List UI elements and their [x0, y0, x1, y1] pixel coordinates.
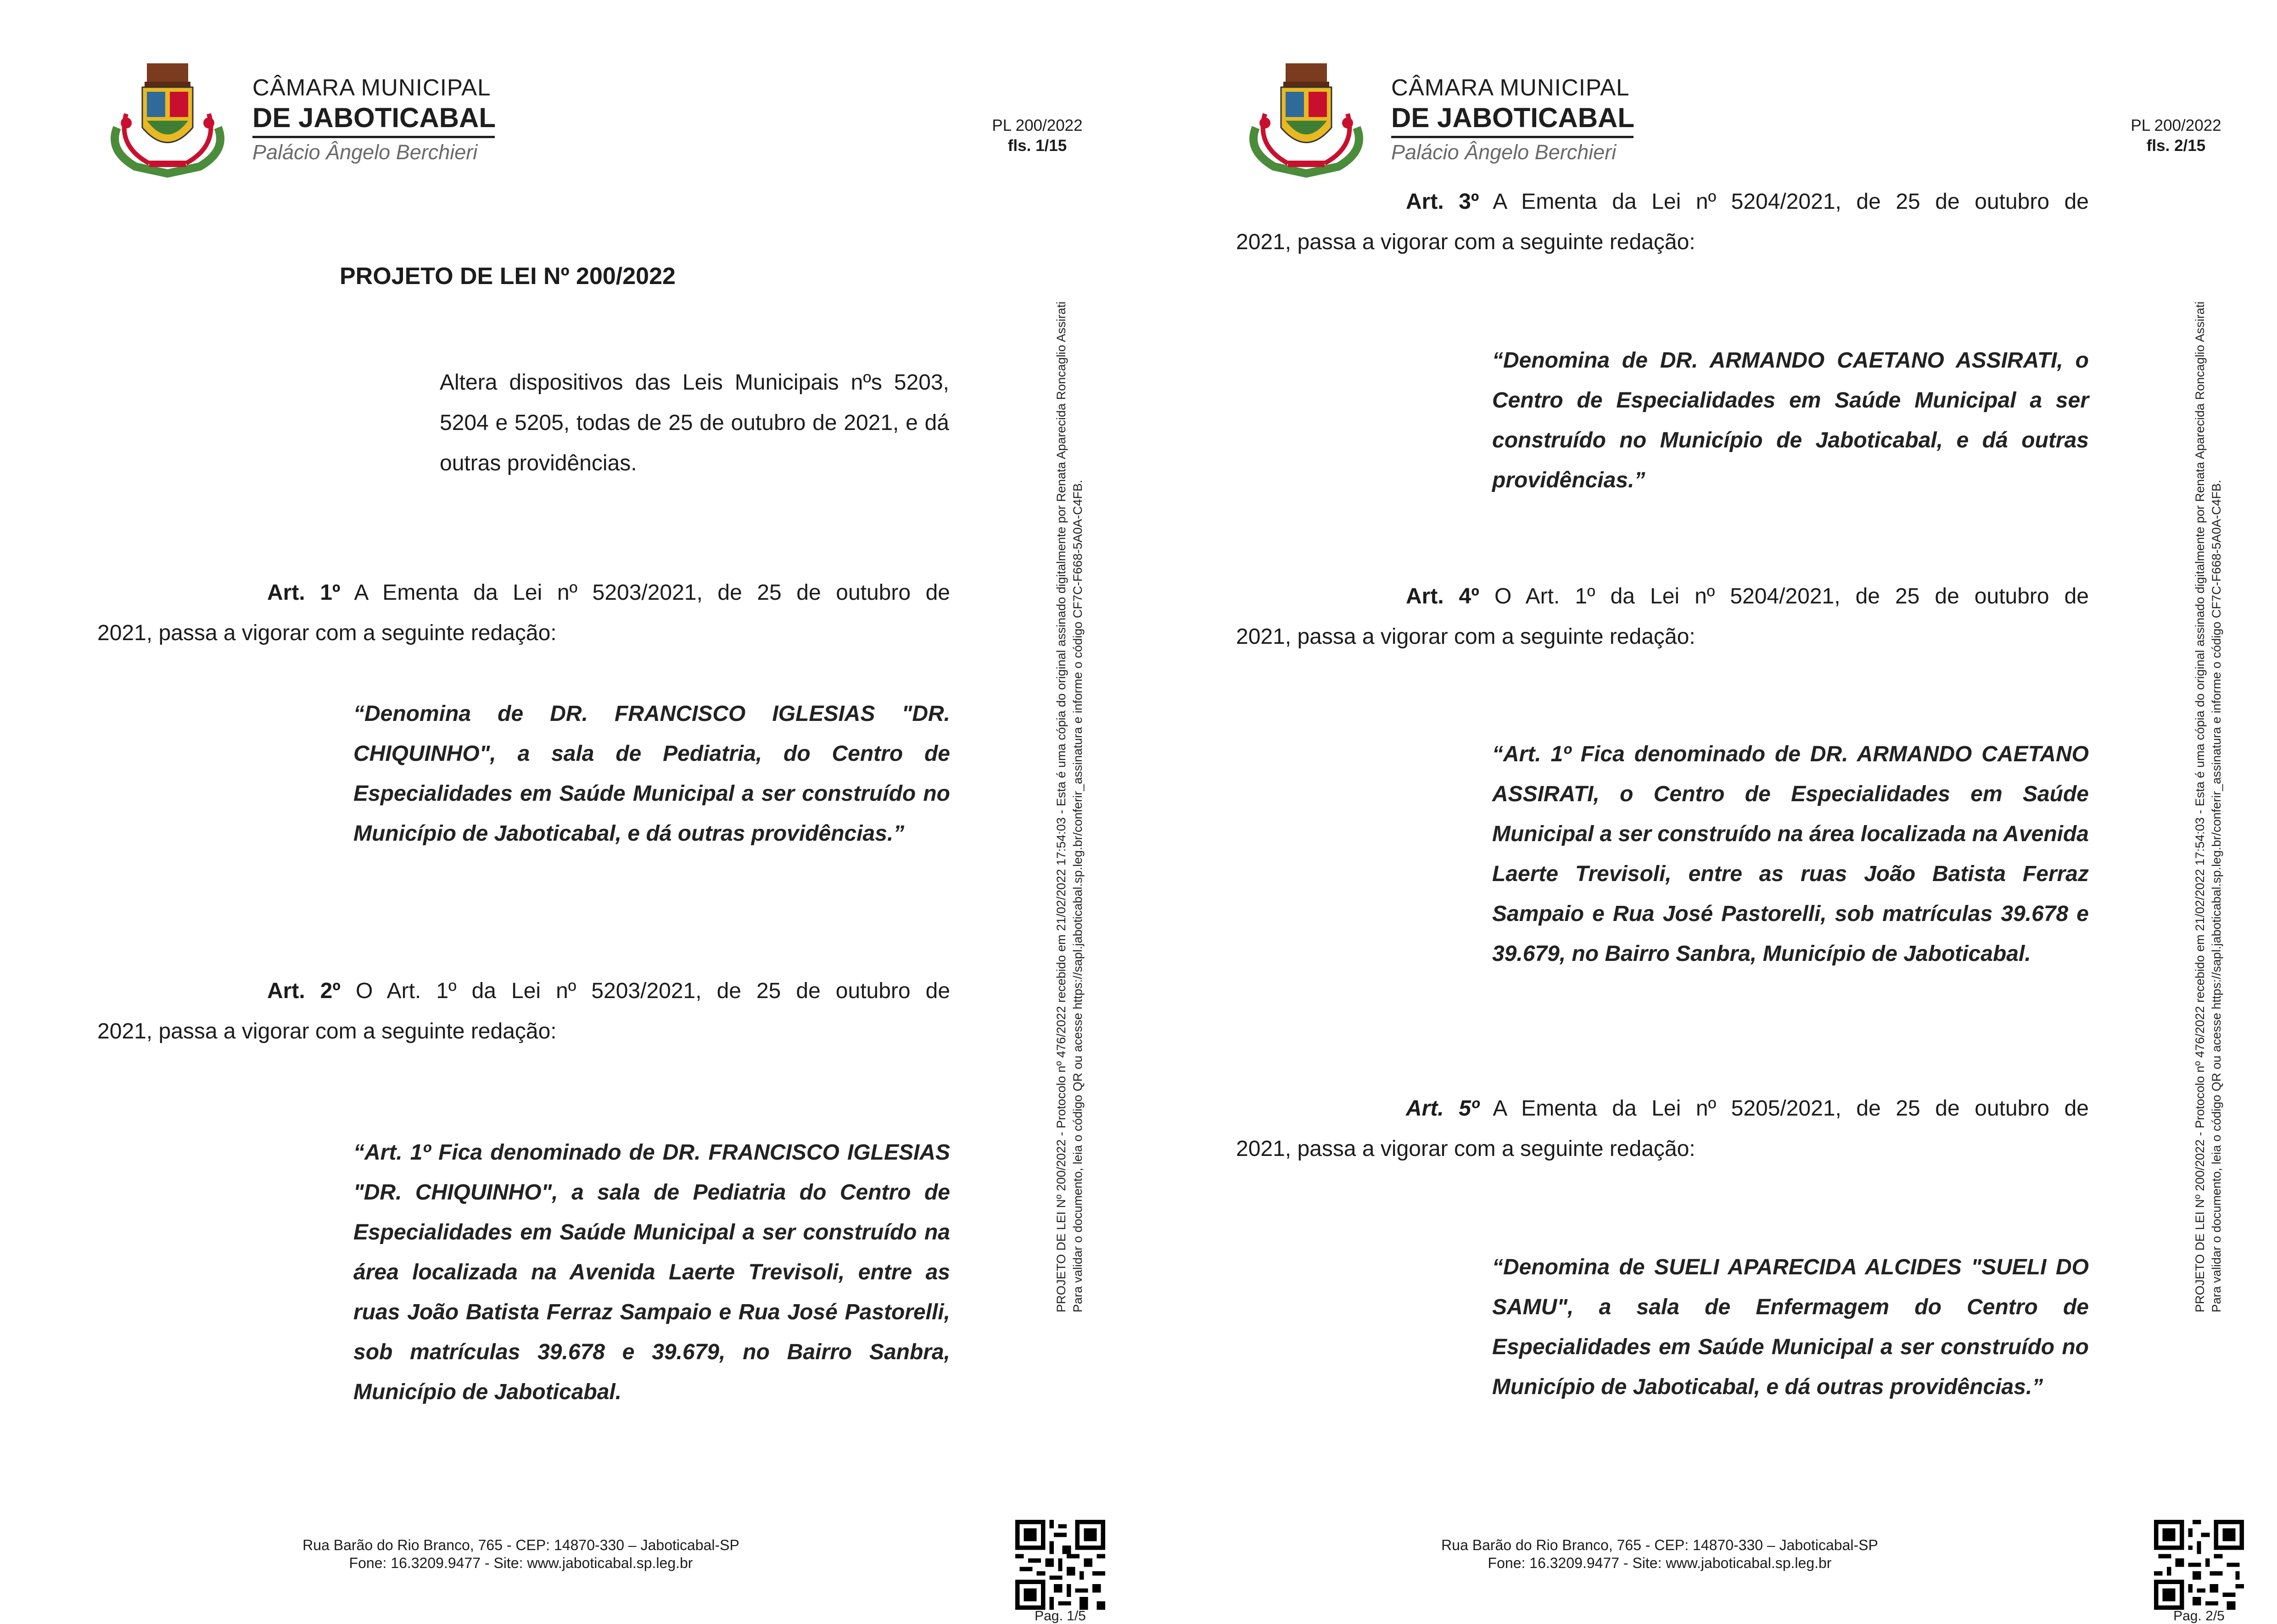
folio-number: fls. 1/15 — [1007, 137, 1067, 155]
pl-number: PL 200/2022 — [992, 117, 1083, 134]
article-text: O Art. 1º da Lei nº 5204/2021, de 25 de outubro de — [1494, 584, 2089, 608]
signature-line-2: Para validar o documento, leia o código QR ou acesse https://sapl.jaboticabal.sp.leg.br/conferir_assinatura e informe o código CF7C-F668-5A0A-C4FB. — [2210, 480, 2223, 1312]
signature-line-1: PROJETO DE LEI Nº 200/2022 - Protocolo nº 476/2022 recebido em 21/02/2022 17:54:03 - Esta é uma cópia do original assinado digitalmente por Renata Aparecida Roncaglio Assirati — [1054, 301, 1068, 1312]
page-title: PROJETO DE LEI Nº 200/2022 — [340, 263, 676, 290]
institution-line-2: DE JABOTICABAL — [252, 102, 496, 133]
municipal-coat-of-arms-icon — [99, 59, 236, 173]
article-text-continued: 2021, passa a vigorar com a seguinte redação: — [1236, 230, 1695, 254]
page-reference — [959, 116, 1115, 156]
footer-address: Rua Barão do Rio Branco, 765 - CEP: 14870-330 – Jaboticabal-SP — [1441, 1537, 1878, 1553]
page-reference — [2098, 116, 2254, 156]
page-footer — [1396, 1536, 1924, 1572]
institution-line-1: CÂMARA MUNICIPAL — [252, 74, 491, 100]
municipal-coat-of-arms-icon — [1237, 59, 1375, 173]
digital-signature-notice — [1053, 202, 1086, 1312]
quoted-text-5: “Denomina de SUELI APARECIDA ALCIDES "SUELI DO SAMU", a sala de Enfermagem do Centro de Especialidades em Saúde Municipal a ser construído no Município de Jaboticabal, e dá outras providências.” — [1492, 1255, 2089, 1399]
quoted-text-2: “Art. 1º Fica denominado de DR. FRANCISCO IGLESIAS "DR. CHIQUINHO", a sala de Pediatria do Centro de Especialidades em Saúde Municipal a ser construído na área localizada na Avenida Laerte Trevisoli, entre as ruas João Batista Ferraz Sampaio e Rua José Pastorelli, sob matrículas 39.678 e 39.679, no Bairro Sanbra, Município de Jaboticabal. — [353, 1140, 950, 1404]
article-text: A Ementa da Lei nº 5204/2021, de 25 de outubro de — [1493, 190, 2089, 214]
footer-address: Rua Barão do Rio Branco, 765 - CEP: 14870-330 – Jaboticabal-SP — [302, 1537, 739, 1553]
article-label: Art. 5º — [1406, 1096, 1479, 1121]
qr-code-icon[interactable] — [1015, 1520, 1105, 1610]
institution-palace: Palácio Ângelo Berchieri — [1391, 140, 1617, 164]
article-2 — [97, 971, 950, 1052]
bill-summary: Altera dispositivos das Leis Municipais nºs 5203, 5204 e 5205, todas de 25 de outubro de 2021, e dá outras providências. — [440, 370, 949, 475]
digital-signature-notice — [2192, 202, 2225, 1312]
article-text-continued: 2021, passa a vigorar com a seguinte redação: — [1236, 1137, 1695, 1161]
institution-palace: Palácio Ângelo Berchieri — [252, 140, 478, 164]
page-footer — [257, 1536, 785, 1572]
signature-line-2: Para validar o documento, leia o código QR ou acesse https://sapl.jaboticabal.sp.leg.br/conferir_assinatura e informe o código CF7C-F668-5A0A-C4FB. — [1071, 480, 1085, 1312]
article-label: Art. 3º — [1406, 190, 1479, 214]
footer-contact: Fone: 16.3209.9477 - Site: www.jaboticabal.sp.leg.br — [1488, 1555, 1832, 1571]
quoted-text-3: “Denomina de DR. ARMANDO CAETANO ASSIRATI, o Centro de Especialidades em Saúde Municipal a ser construído no Município de Jaboticabal, e dá outras providências.” — [1492, 348, 2089, 492]
quoted-text-4: “Art. 1º Fica denominado de DR. ARMANDO CAETANO ASSIRATI, o Centro de Especialidades em Saúde Municipal a ser construído na área localizada na Avenida Laerte Trevisoli, entre as ruas João Batista Ferraz Sampaio e Rua José Pastorelli, sob matrículas 39.678 e 39.679, no Bairro Sanbra, Município de Jaboticabal. — [1492, 742, 2089, 966]
institution-name — [1391, 73, 1676, 167]
signature-line-1: PROJETO DE LEI Nº 200/2022 - Protocolo nº 476/2022 recebido em 21/02/2022 17:54:03 - Esta é uma cópia do original assinado digitalmente por Renata Aparecida Roncaglio Assirati — [2193, 301, 2207, 1312]
article-label: Art. 4º — [1406, 584, 1479, 608]
article-1 — [97, 573, 950, 653]
article-text: A Ementa da Lei nº 5205/2021, de 25 de outubro de — [1493, 1096, 2089, 1121]
article-text-continued: 2021, passa a vigorar com a seguinte redação: — [1236, 625, 1695, 649]
quoted-text-1: “Denomina de DR. FRANCISCO IGLESIAS "DR. CHIQUINHO", a sala de Pediatria, do Centro de Especialidades em Saúde Municipal a ser construído no Município de Jaboticabal, e dá outras providências.” — [353, 702, 950, 846]
article-5 — [1236, 1088, 2089, 1169]
article-4 — [1236, 576, 2089, 657]
document-page-2 — [1139, 0, 2277, 1624]
article-text-continued: 2021, passa a vigorar com a seguinte redação: — [97, 1019, 557, 1044]
footer-contact: Fone: 16.3209.9477 - Site: www.jaboticabal.sp.leg.br — [349, 1555, 693, 1571]
pl-number: PL 200/2022 — [2131, 117, 2221, 134]
page-counter: Pag. 1/5 — [1035, 1608, 1086, 1624]
article-text: A Ementa da Lei nº 5203/2021, de 25 de outubro de — [354, 580, 951, 605]
institution-line-1: CÂMARA MUNICIPAL — [1391, 74, 1630, 100]
article-label: Art. 2º — [267, 979, 341, 1003]
article-text: O Art. 1º da Lei nº 5203/2021, de 25 de outubro de — [355, 979, 951, 1003]
article-text-continued: 2021, passa a vigorar com a seguinte redação: — [97, 621, 557, 645]
folio-number: fls. 2/15 — [2146, 137, 2206, 155]
institution-name — [252, 73, 537, 167]
article-label: Art. 1º — [267, 580, 341, 605]
institution-line-2: DE JABOTICABAL — [1391, 102, 1635, 133]
qr-code-icon[interactable] — [2154, 1520, 2244, 1610]
article-3 — [1236, 182, 2089, 262]
page-counter: Pag. 2/5 — [2173, 1608, 2225, 1624]
document-page-1 — [0, 0, 1138, 1624]
